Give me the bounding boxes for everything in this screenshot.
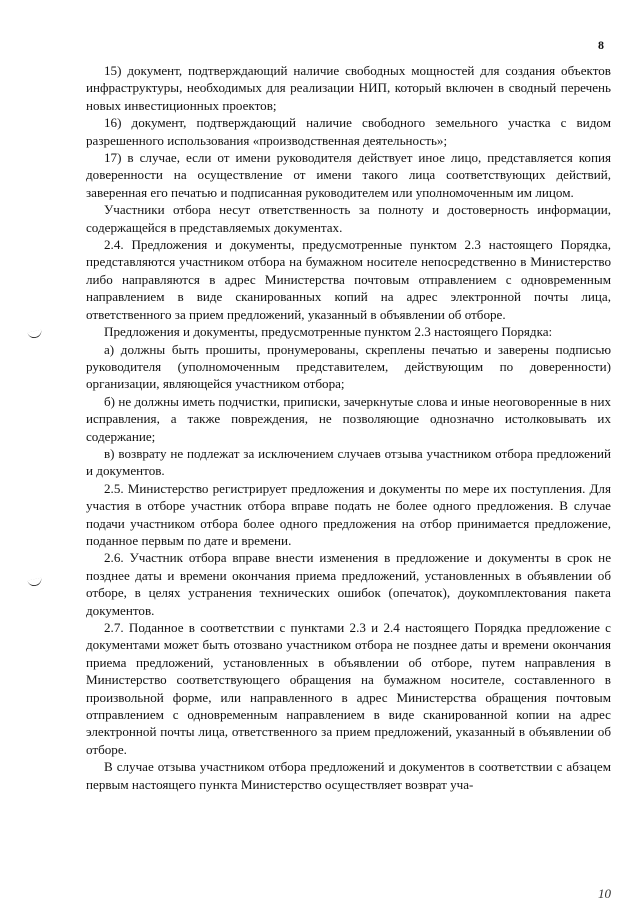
paragraph-req-c: в) возврату не подлежат за исключением случаев отзыва участником отбора предложений и документов. bbox=[86, 445, 611, 479]
paragraph-item-16: 16) документ, подтверждающий наличие свободного земельного участка с видом разрешенного использования «производственная деятельность»; bbox=[86, 115, 611, 148]
handwritten-page-number: 10 bbox=[598, 886, 611, 901]
paragraph-2-7: 2.7. Поданное в соответствии с пунктами 2.3 и 2.4 настоящего Порядка предложение с документами может быть отозвано участником отбора не позднее даты и времени окончания приема предложений, установленных в объявлении об отборе, путем направления в Министерство соответствующего обращения на бумажном носителе, составленного в произвольной форме, или направленного в адрес Министерства обращения почтовым отправлением с одновременным направлением в виде сканированной копии на адрес электронной почты лица, ответственного за прием предложений, указанный в объявлении об отборе. bbox=[86, 620, 611, 757]
paragraph-req-a: а) должны быть прошиты, пронумерованы, скреплены печатью и заверены подписью руководителя (уполномоченным представителем, действующим по доверенности) организации, являющейся участником отбора; bbox=[86, 341, 611, 392]
paragraph-item-17: 17) в случае, если от имени руководителя действует иное лицо, представляется копия доверенности на осуществление от имени такого лица соответствующих действий, заверенная его печатью и подписанная руководителем или уполномоченным им лицом. bbox=[86, 150, 611, 200]
paragraph-requirements-intro: Предложения и документы, предусмотренные пунктом 2.3 настоящего Порядка: bbox=[104, 324, 553, 340]
document-body bbox=[86, 62, 611, 793]
paragraph-req-b: б) не должны иметь подчистки, приписки, зачеркнутые слова и иные неоговоренные в них исправления, а также повреждения, не позволяющие однозначно истолковывать их содержание; bbox=[86, 393, 611, 444]
margin-tick-mark bbox=[27, 578, 42, 588]
paragraph-responsibility: Участники отбора несут ответственность за полноту и достоверность информации, содержащейся в представляемых документах. bbox=[86, 202, 611, 235]
margin-tick-mark bbox=[27, 330, 42, 340]
paragraph-2-6: 2.6. Участник отбора вправе внести изменения в предложение и документы в срок не позднее даты и времени окончания приема предложений, установленных в объявлении об отборе, в целях устранения технических ошибок (опечаток), доукомплектования пакета документов. bbox=[86, 550, 611, 618]
paragraph-withdrawal: В случае отзыва участником отбора предложений и документов в соответствии с абзацем первым настоящего пункта Министерство осуществляет возврат уча- bbox=[86, 759, 611, 792]
page-number: 8 bbox=[598, 38, 604, 52]
paragraph-2-4: 2.4. Предложения и документы, предусмотренные пунктом 2.3 настоящего Порядка, представляются участником отбора на бумажном носителе непосредственно в Министерство либо направляются в адрес Министерства почтовым отправлением с одновременным направлением в виде сканированных копий на адрес электронной почты лица, ответственного за прием предложений, указанный в объявлении об отборе. bbox=[86, 237, 611, 322]
paragraph-item-15: 15) документ, подтверждающий наличие свободных мощностей для создания объектов инфраструктуры, необходимых для реализации НИП, который включен в сводный перечень новых инвестиционных проектов; bbox=[86, 63, 611, 113]
paragraph-2-5: 2.5. Министерство регистрирует предложения и документы по мере их поступления. Для участия в отборе участник отбора вправе подать не более одного предложения. В случае подачи участником отбора более одного предложения на отбор принимается предложение, поданное первым по дате и времени. bbox=[86, 480, 611, 548]
